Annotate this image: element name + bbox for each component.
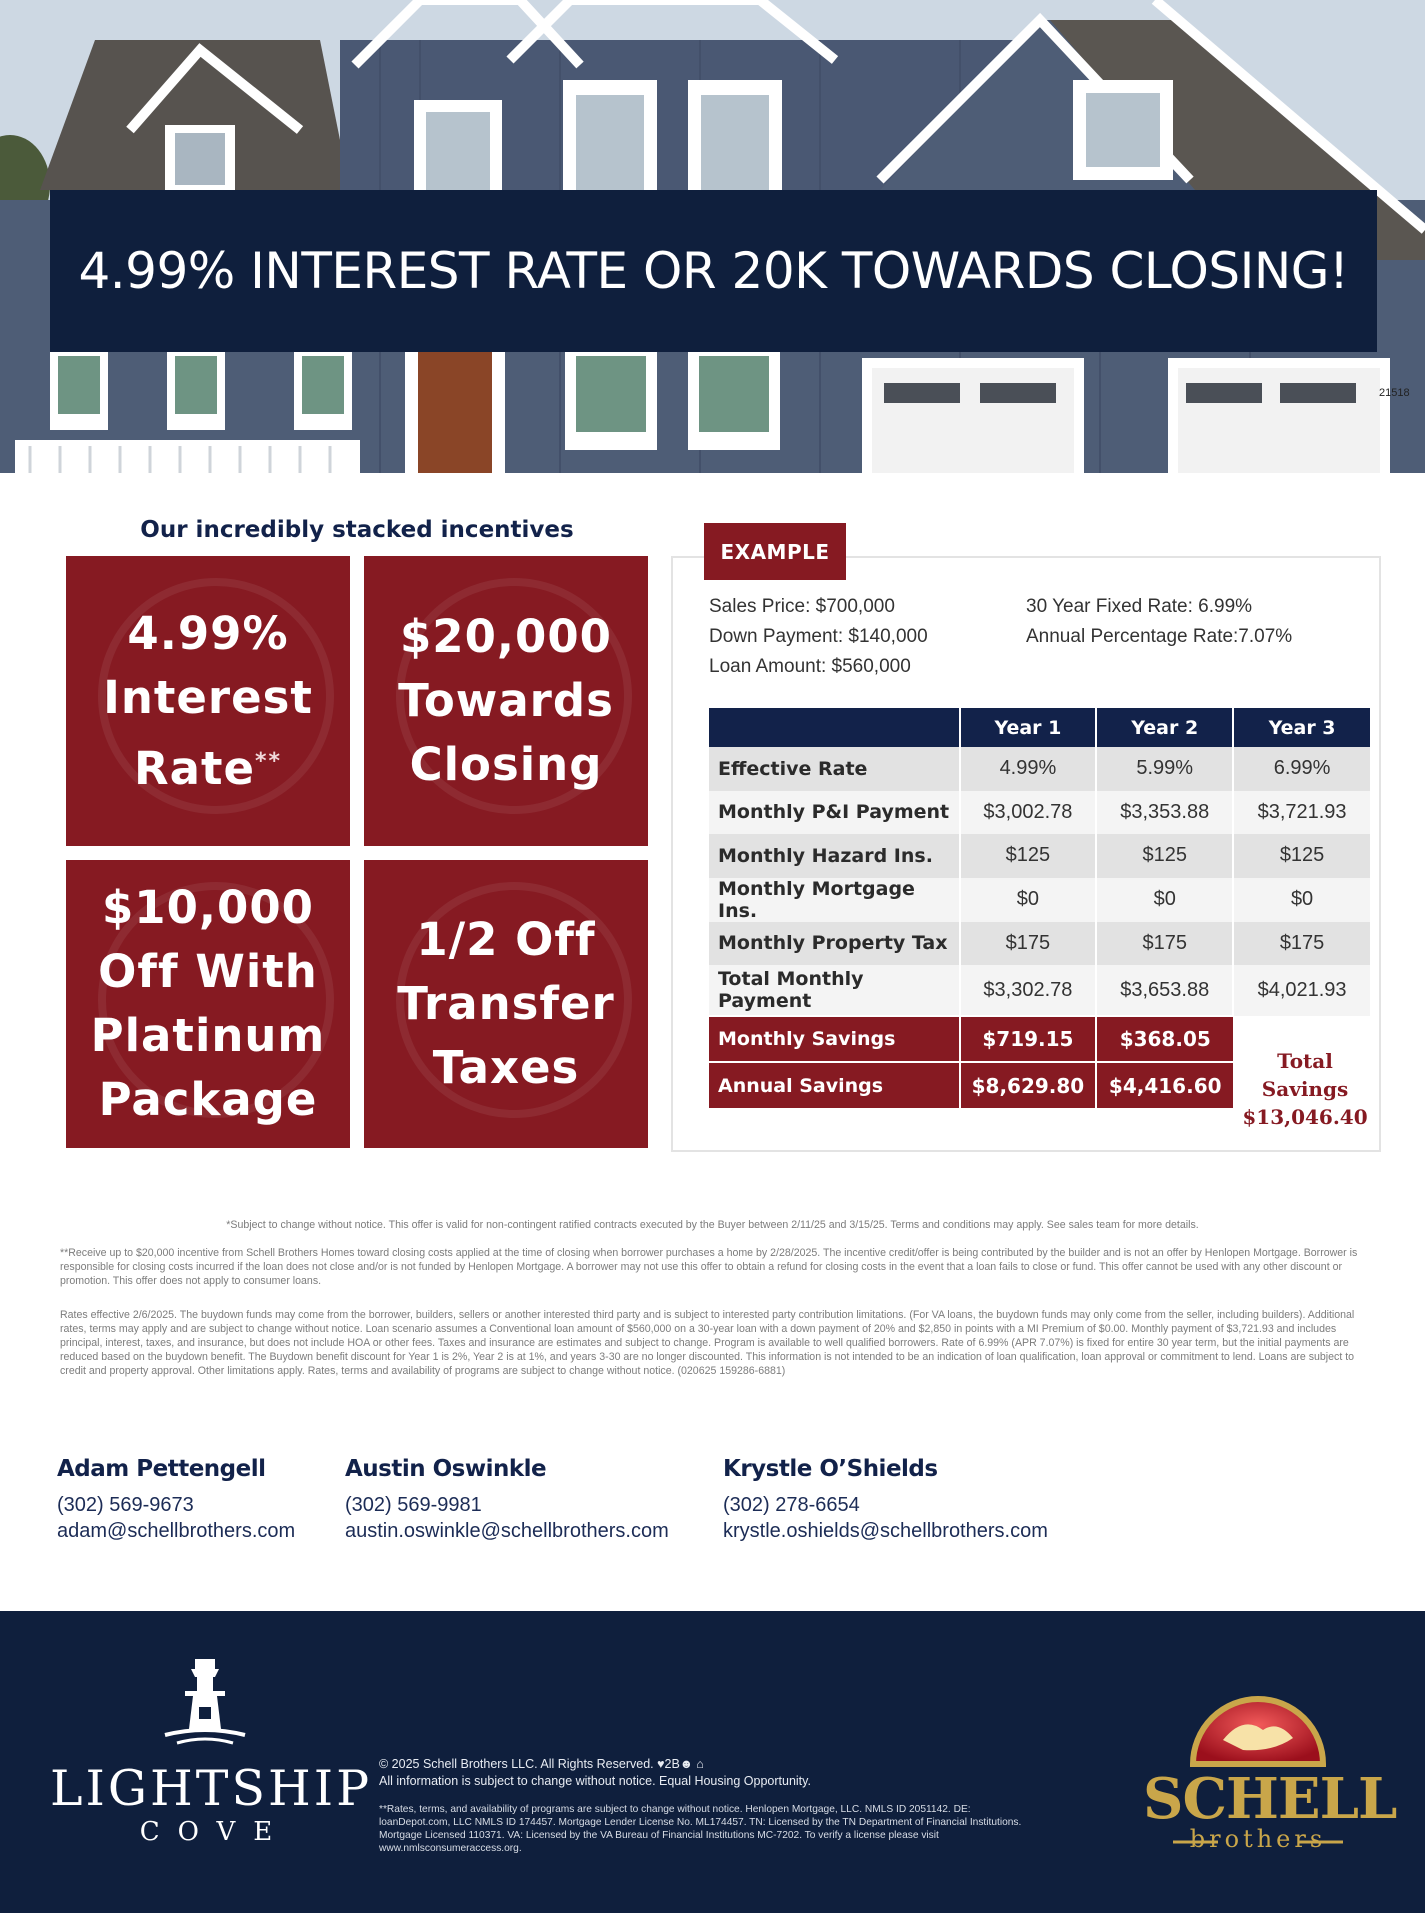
incentive-tile-transfer-taxes <box>364 860 648 1148</box>
tile-line: Off With <box>98 945 318 998</box>
loan-amount: Loan Amount: $560,000 <box>709 656 911 677</box>
brothers-wordmark: brothers <box>1189 1825 1327 1853</box>
incentive-tile-platinum <box>66 860 350 1148</box>
apr: Annual Percentage Rate:7.07% <box>1026 626 1293 647</box>
row-label: Monthly Mortgage Ins. <box>709 878 960 922</box>
tile-line: Rate <box>133 741 256 795</box>
lighthouse-icon <box>155 1655 255 1755</box>
disclaimer-2: **Receive up to $20,000 incentive from Schell Brothers Homes toward closing costs applied at the time of closing when borrower purchases a home by 2/28/2025. The incentive credit/offer is being contributed by the builder and is not an offer by Henlopen Mortgage. Borrower is responsible for closing costs incurred if the loan does not close and/or is not funded by Henlopen Mortgage. A borrower may not use this offer to obtain a refund for closing costs in the event that a loan fails to close or fund. This offer cannot be used with any other discount or promotion. This offer does not apply to consumer loans. <box>60 1247 1358 1287</box>
contact-phone[interactable]: (302) 569-9981 <box>345 1494 482 1516</box>
tile-line: Transfer <box>397 977 615 1030</box>
row-label: Monthly Hazard Ins. <box>709 834 960 878</box>
table-row <box>709 791 1370 835</box>
cell: $3,002.78 <box>960 791 1097 835</box>
tile-line: Package <box>98 1073 318 1126</box>
contact-phone[interactable]: (302) 278-6654 <box>723 1494 860 1516</box>
tile-line: Interest <box>103 670 313 724</box>
table-row <box>709 922 1370 966</box>
down-payment: Down Payment: $140,000 <box>709 626 928 647</box>
contact-name: Austin Oswinkle <box>345 1456 547 1482</box>
cell: $368.05 <box>1096 1016 1233 1062</box>
contact-name: Adam Pettengell <box>57 1456 266 1482</box>
incentives-title: Our incredibly stacked incentives <box>140 517 574 543</box>
cell: $125 <box>1233 834 1370 878</box>
row-label: Annual Savings <box>709 1062 960 1108</box>
house-number: 21518 <box>1379 387 1410 399</box>
tile-line: Towards <box>398 674 614 727</box>
table-header-blank <box>709 708 960 747</box>
disclaimer-1: *Subject to change without notice. This offer is valid for non-contingent ratified contracts executed by the Buyer between 2/11/25 and 3/15/25. Terms and conditions may apply. See sales team for more details. <box>226 1219 1199 1231</box>
cell: 6.99% <box>1233 747 1370 791</box>
cell: $175 <box>1096 922 1233 966</box>
table-header-cell: Year 2 <box>1096 708 1233 747</box>
total-savings-value: $13,046.40 <box>1242 1105 1368 1129</box>
cell: $3,302.78 <box>960 965 1097 1016</box>
tile-line: 4.99% <box>127 606 289 660</box>
headline-text: 4.99% INTEREST RATE OR 20K TOWARDS CLOSING! <box>78 242 1349 300</box>
cell: $125 <box>1096 834 1233 878</box>
contact-card <box>345 1456 669 1544</box>
copyright: © 2025 Schell Brothers LLC. All Rights Reserved. ♥2B☻ ⌂ <box>379 1757 704 1771</box>
fixed-rate: 30 Year Fixed Rate: 6.99% <box>1026 596 1253 617</box>
table-header-row <box>709 708 1370 747</box>
cell: $175 <box>1233 922 1370 966</box>
cell: $0 <box>1096 878 1233 922</box>
tile-line: $20,000 <box>400 610 612 663</box>
contact-email[interactable]: austin.oswinkle@schellbrothers.com <box>345 1520 669 1542</box>
table-header-cell: Year 3 <box>1233 708 1370 747</box>
cell: $3,721.93 <box>1233 791 1370 835</box>
total-savings <box>1232 1047 1378 1131</box>
cell: $0 <box>960 878 1097 922</box>
cell: $8,629.80 <box>960 1062 1097 1108</box>
contact-card <box>723 1456 1048 1544</box>
cell: 5.99% <box>1096 747 1233 791</box>
lightship-wordmark: LIGHTSHIP <box>50 1760 373 1817</box>
row-label: Monthly P&I Payment <box>709 791 960 835</box>
table-header-cell: Year 1 <box>960 708 1097 747</box>
cell: $719.15 <box>960 1016 1097 1062</box>
tile-line: Platinum <box>90 1009 326 1062</box>
table-row-total <box>709 965 1370 1016</box>
tile-footnote-mark: ** <box>255 748 283 774</box>
table-row <box>709 878 1370 922</box>
tile-line: Closing <box>409 738 603 791</box>
example-tab: EXAMPLE <box>704 523 846 580</box>
cell: 4.99% <box>960 747 1097 791</box>
cell: $4,416.60 <box>1096 1062 1233 1108</box>
table-row <box>709 747 1370 791</box>
contact-email[interactable]: adam@schellbrothers.com <box>57 1520 296 1542</box>
row-label: Monthly Property Tax <box>709 922 960 966</box>
equal-housing-note: All information is subject to change without notice. Equal Housing Opportunity. <box>379 1774 811 1788</box>
incentive-tile-closing <box>364 556 648 846</box>
tile-line: $10,000 <box>102 881 314 934</box>
schell-wordmark: SCHELL <box>1143 1766 1397 1832</box>
cove-wordmark: COVE <box>139 1817 291 1847</box>
cell: $175 <box>960 922 1097 966</box>
sales-price: Sales Price: $700,000 <box>709 596 895 617</box>
cell: $0 <box>1233 878 1370 922</box>
headline-banner <box>50 190 1377 352</box>
cell: $3,353.88 <box>1096 791 1233 835</box>
table-row <box>709 834 1370 878</box>
cell: $125 <box>960 834 1097 878</box>
tile-line: Taxes <box>432 1041 580 1094</box>
cell: $3,653.88 <box>1096 965 1233 1016</box>
cell: $4,021.93 <box>1233 965 1370 1016</box>
contact-email[interactable]: krystle.oshields@schellbrothers.com <box>723 1520 1048 1542</box>
tile-line: 1/2 Off <box>416 913 596 966</box>
disclaimer-3: Rates effective 2/6/2025. The buydown funds may come from the borrower, builders, sellers or another interested third party and is subject to interested party contribution limitations. (For VA loans, the buydown funds may only come from the seller, including builders). Additional rates, terms may apply and are subject to change without notice. Loan scenario assumes a Conventional loan amount of $560,000 on a 30-year loan with a down payment of 20% and $2,850 in points with a MI Premium of $0.00. Monthly payment of $3,721.93 and includes principal, interest, taxes, and insurance, but does not include HOA or other fees. Taxes and insurance are estimates and subject to change. Program is available to well qualified borrowers. Rate of 6.99% (APR 7.07%) is fixed for entire 30 year term, but the initial payments are reduced based on the buydown benefit. The Buydown benefit discount for Year 1 is 2%, Year 2 is at 1%, and years 3-30 are no longer discounted. This information is not intended to be an indication of loan qualification, loan approval or commitment to lend. Loans are subject to credit and property approval. Other limitations apply. Rates, terms and availability of programs are subject to change without notice. (020625 159286-6881) <box>60 1309 1355 1377</box>
row-label: Monthly Savings <box>709 1016 960 1062</box>
contact-phone[interactable]: (302) 569-9673 <box>57 1494 194 1516</box>
row-label: Effective Rate <box>709 747 960 791</box>
contact-name: Krystle O’Shields <box>723 1456 938 1482</box>
footer-disclaimer: **Rates, terms, and availability of programs are subject to change without notice. Henlopen Mortgage, LLC. NMLS ID 2051142. DE: loanDepot.com, LLC NMLS ID 174457. Mortgage Lender License No. ML174457. TN: Licensed by the TN Department of Financial Institutions. Mortgage Licensed 110371. VA: Licensed by the VA Bureau of Financial Institutions MC-7202. To verify a license please visit www.nmlsconsumeraccess.org. <box>379 1804 1022 1854</box>
incentive-tile-rate <box>66 556 350 846</box>
hero-image <box>0 0 1425 473</box>
contact-card <box>57 1456 295 1544</box>
total-savings-label: Total Savings <box>1261 1049 1349 1101</box>
row-label: Total Monthly Payment <box>709 965 960 1016</box>
